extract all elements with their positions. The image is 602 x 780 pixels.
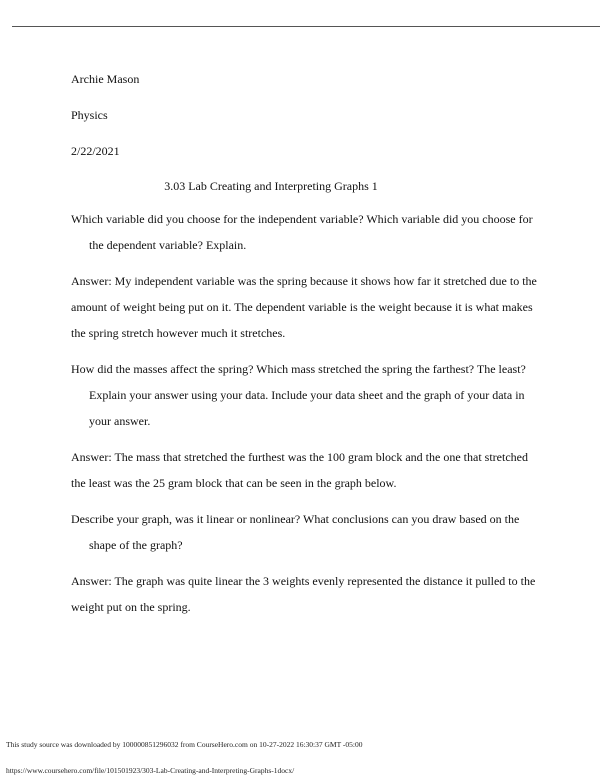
document-title: 3.03 Lab Creating and Interpreting Graphs 1 [164,179,378,193]
answer-1-line-1: Answer: My independent variable was the spring because it shows how far it stretched due to the [71,274,537,288]
course-name: Physics [71,108,108,122]
answer-3-line-1: Answer: The graph was quite linear the 3 weights evenly represented the distance it pulled to the [71,574,536,588]
source-url[interactable]: https://www.coursehero.com/file/101501923/303-Lab-Creating-and-Interpreting-Graphs-1docx/ [6,766,295,775]
document-date: 2/22/2021 [71,144,120,158]
answer-3-line-2: weight put on the spring. [71,600,191,614]
question-2-line-1: How did the masses affect the spring? Which mass stretched the spring the farthest? The least? [71,362,526,376]
question-2-line-2: Explain your answer using your data. Include your data sheet and the graph of your data in [89,388,525,402]
question-2-line-3: your answer. [89,414,151,428]
download-notice: This study source was downloaded by 100000851296032 from CourseHero.com on 10-27-2022 16:30:37 GMT -05:00 [6,740,363,749]
author-name: Archie Mason [71,72,140,86]
answer-2-line-2: the least was the 25 gram block that can be seen in the graph below. [71,476,397,490]
question-1-line-2: the dependent variable? Explain. [89,238,247,252]
question-1-line-1: Which variable did you choose for the independent variable? Which variable did you choose for [71,212,533,226]
answer-2-line-1: Answer: The mass that stretched the furthest was the 100 gram block and the one that stretched [71,450,528,464]
answer-1-line-3: the spring stretch however much it stretches. [71,326,286,340]
question-3-line-1: Describe your graph, was it linear or nonlinear? What conclusions can you draw based on the [71,512,520,526]
answer-1-line-2: amount of weight being put on it. The dependent variable is the weight because it is what makes [71,300,533,314]
header-rule [12,26,600,27]
question-3-line-2: shape of the graph? [89,538,183,552]
